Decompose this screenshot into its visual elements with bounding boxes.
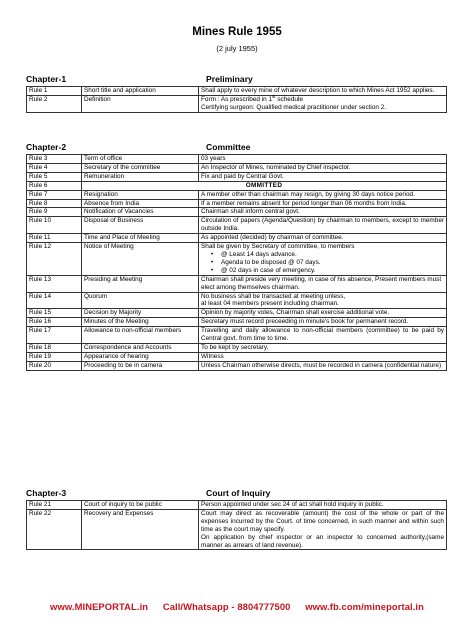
- ordinal-suffix: st: [272, 93, 276, 99]
- rule-detail: Opinion by majority votes, Chairman shall exercise additional vote.: [199, 309, 447, 318]
- rule-number: Rule 17: [27, 327, 82, 344]
- rules-table: [26, 154, 447, 371]
- rule-topic: Short title and application: [82, 87, 199, 96]
- table-row: [27, 275, 447, 292]
- rule-topic: Notice of Meeting: [82, 243, 199, 276]
- rule-number: Rule 18: [27, 343, 82, 352]
- table-row: [27, 501, 447, 510]
- rule-detail: Circulation of papers (Agenda/Question) by chairman to members, except to member outside India.: [199, 217, 447, 234]
- rule-topic: Decision by Majority: [82, 309, 199, 318]
- table-row: [27, 309, 447, 318]
- chapter-number: Chapter-3: [26, 488, 67, 498]
- rule-detail: Fix and paid by Central Govt.: [199, 172, 447, 181]
- table-row: [27, 217, 447, 234]
- phone-contact: Call/Whatsapp - 8804777500: [162, 601, 291, 612]
- bullet-item: • Agenda to be disposed @ 07 days.: [221, 259, 444, 267]
- rule-topic: Secretary of the committee: [82, 163, 199, 172]
- chapter-name: Court of Inquiry: [206, 488, 271, 498]
- table-row: [27, 87, 447, 96]
- rule-number: Rule 22: [27, 509, 82, 550]
- rule-detail: Travelling and daily allowance to non-official members (committee) to be paid by Central govt. from time to time.: [199, 327, 447, 344]
- table-row: [27, 361, 447, 370]
- rule-topic: Quorum: [82, 292, 199, 309]
- rule-number: Rule 16: [27, 318, 82, 327]
- rule-number: Rule 9: [27, 208, 82, 217]
- rule-detail: An Inspector of Mines, nominated by Chief inspector.: [199, 163, 447, 172]
- rule-number: Rule 15: [27, 309, 82, 318]
- rule-topic: Time and Place of Meeting: [82, 234, 199, 243]
- rule-number: Rule 10: [27, 217, 82, 234]
- rule-detail: Secretary must record preceeding in minute's book for permanent record.: [199, 318, 447, 327]
- omitted-label: OMMITTED: [82, 181, 447, 190]
- rule-detail: Witness: [199, 352, 447, 361]
- rule-detail: Chairman shall preside very meeting, in case of his absence, Present members must elect among themselves chairman.: [199, 275, 447, 292]
- table-row: [27, 352, 447, 361]
- rule-detail: 03 years: [199, 155, 447, 164]
- rule-detail: Unless Chairman otherwise directs, must be recorded in camera (confidential nature): [199, 361, 447, 370]
- bullet-list: [201, 251, 444, 275]
- bullet-item: • @ 02 days in case of emergency.: [221, 267, 444, 275]
- rule-number: Rule 5: [27, 172, 82, 181]
- rule-detail: To be kept by secretary.: [199, 343, 447, 352]
- rule-topic: Presiding at Meeting: [82, 275, 199, 292]
- rule-detail-line: No business shall be transacted at meeting unless,: [201, 292, 346, 300]
- rule-detail: [199, 95, 447, 112]
- chapter-number: Chapter-1: [26, 74, 67, 84]
- rule-detail: [199, 509, 447, 550]
- rule-detail-line: Court may direct as recoverable (amount) the cost of the whole or part of the expenses incurred by the Court. of time concerned, in such manner and within such time as the court may specify.: [201, 509, 444, 533]
- rule-detail: If a member remains absent for period longer than 06 months from India.: [199, 199, 447, 208]
- rule-topic: Court of inquiry to be public: [82, 501, 199, 510]
- table-row: [27, 181, 447, 190]
- rule-detail: Person appointed under sec 24 of act shall hold inquiry in public.: [199, 501, 447, 510]
- rule-topic: Correspondence and Accounts: [82, 343, 199, 352]
- document-title: Mines Rule 1955: [192, 26, 282, 38]
- rule-topic: Minutes of the Meeting: [82, 318, 199, 327]
- rule-number: Rule 20: [27, 361, 82, 370]
- rule-number: Rule 19: [27, 352, 82, 361]
- rule-detail: A member other than chairman may resign, by giving 30 days notice period.: [199, 190, 447, 199]
- rule-topic: Proceeding to be in camera: [82, 361, 199, 370]
- table-row: [27, 155, 447, 164]
- rule-number: Rule 8: [27, 199, 82, 208]
- table-row: [27, 343, 447, 352]
- rule-topic: Term of office: [82, 155, 199, 164]
- table-row: [27, 199, 447, 208]
- table-row: [27, 190, 447, 199]
- rules-table: [26, 86, 447, 113]
- facebook-link[interactable]: www.fb.com/mineportal.in: [305, 601, 424, 612]
- chapter-number: Chapter-2: [26, 142, 67, 152]
- bullet-item: • @ Least 14 days advance.: [221, 251, 444, 259]
- rules-table: [26, 500, 447, 550]
- table-row: [27, 234, 447, 243]
- rule-topic: Notification of Vacancies: [82, 208, 199, 217]
- table-row: [27, 243, 447, 276]
- table-row: [27, 95, 447, 112]
- rule-topic: Recovery and Expenses: [82, 509, 199, 550]
- rule-number: Rule 3: [27, 155, 82, 164]
- table-row: [27, 172, 447, 181]
- table-row: [27, 318, 447, 327]
- rule-number: Rule 6: [27, 181, 82, 190]
- rule-detail: [199, 243, 447, 276]
- rule-detail-line: Form : As prescribed in 1st schedule: [201, 93, 303, 103]
- rule-topic: Appearance of hearing: [82, 352, 199, 361]
- table-row: [27, 208, 447, 217]
- chapter-name: Preliminary: [206, 74, 253, 84]
- rule-topic: Allowance to non-official members: [82, 327, 199, 344]
- rule-topic: Absence from India: [82, 199, 199, 208]
- rule-topic: Resignation: [82, 190, 199, 199]
- rule-detail-line: Certifying surgeon: Qualified medical practitioner under section 2.: [201, 103, 387, 111]
- rule-number: Rule 4: [27, 163, 82, 172]
- rule-detail: Shall apply to every mine of whatever description to which Mines Act 1952 applies.: [199, 87, 447, 96]
- rule-detail: As appointed (decided) by chairman of committee.: [199, 234, 447, 243]
- rule-detail-line: Shall be given by Secretary of committee, to members: [201, 243, 355, 251]
- rule-number: Rule 7: [27, 190, 82, 199]
- rule-detail: [199, 292, 447, 309]
- rule-detail: Chairman shall inform central govt.: [199, 208, 447, 217]
- rule-number: Rule 14: [27, 292, 82, 309]
- rule-number: Rule 13: [27, 275, 82, 292]
- document-date: (2 july 1955): [216, 44, 258, 53]
- rule-number: Rule 21: [27, 501, 82, 510]
- chapter-name: Committee: [206, 142, 251, 152]
- table-row: [27, 163, 447, 172]
- rule-number: Rule 11: [27, 234, 82, 243]
- table-row: [27, 292, 447, 309]
- rule-number: Rule 1: [27, 87, 82, 96]
- website-link[interactable]: www.MINEPORTAL.in: [50, 601, 149, 612]
- table-row: [27, 509, 447, 550]
- rule-detail-line: at least 04 members present including chairman.: [201, 300, 339, 308]
- rule-topic: Definition: [82, 95, 199, 112]
- table-row: [27, 327, 447, 344]
- rule-topic: Remuneration: [82, 172, 199, 181]
- rule-number: Rule 2: [27, 95, 82, 112]
- rule-detail-line: On application by chief inspector or an inspector to concerned authority,(same manner as arrears of land revenue).: [201, 533, 444, 549]
- footer-contact: [0, 601, 474, 612]
- rule-number: Rule 12: [27, 243, 82, 276]
- rule-topic: Disposal of Business: [82, 217, 199, 234]
